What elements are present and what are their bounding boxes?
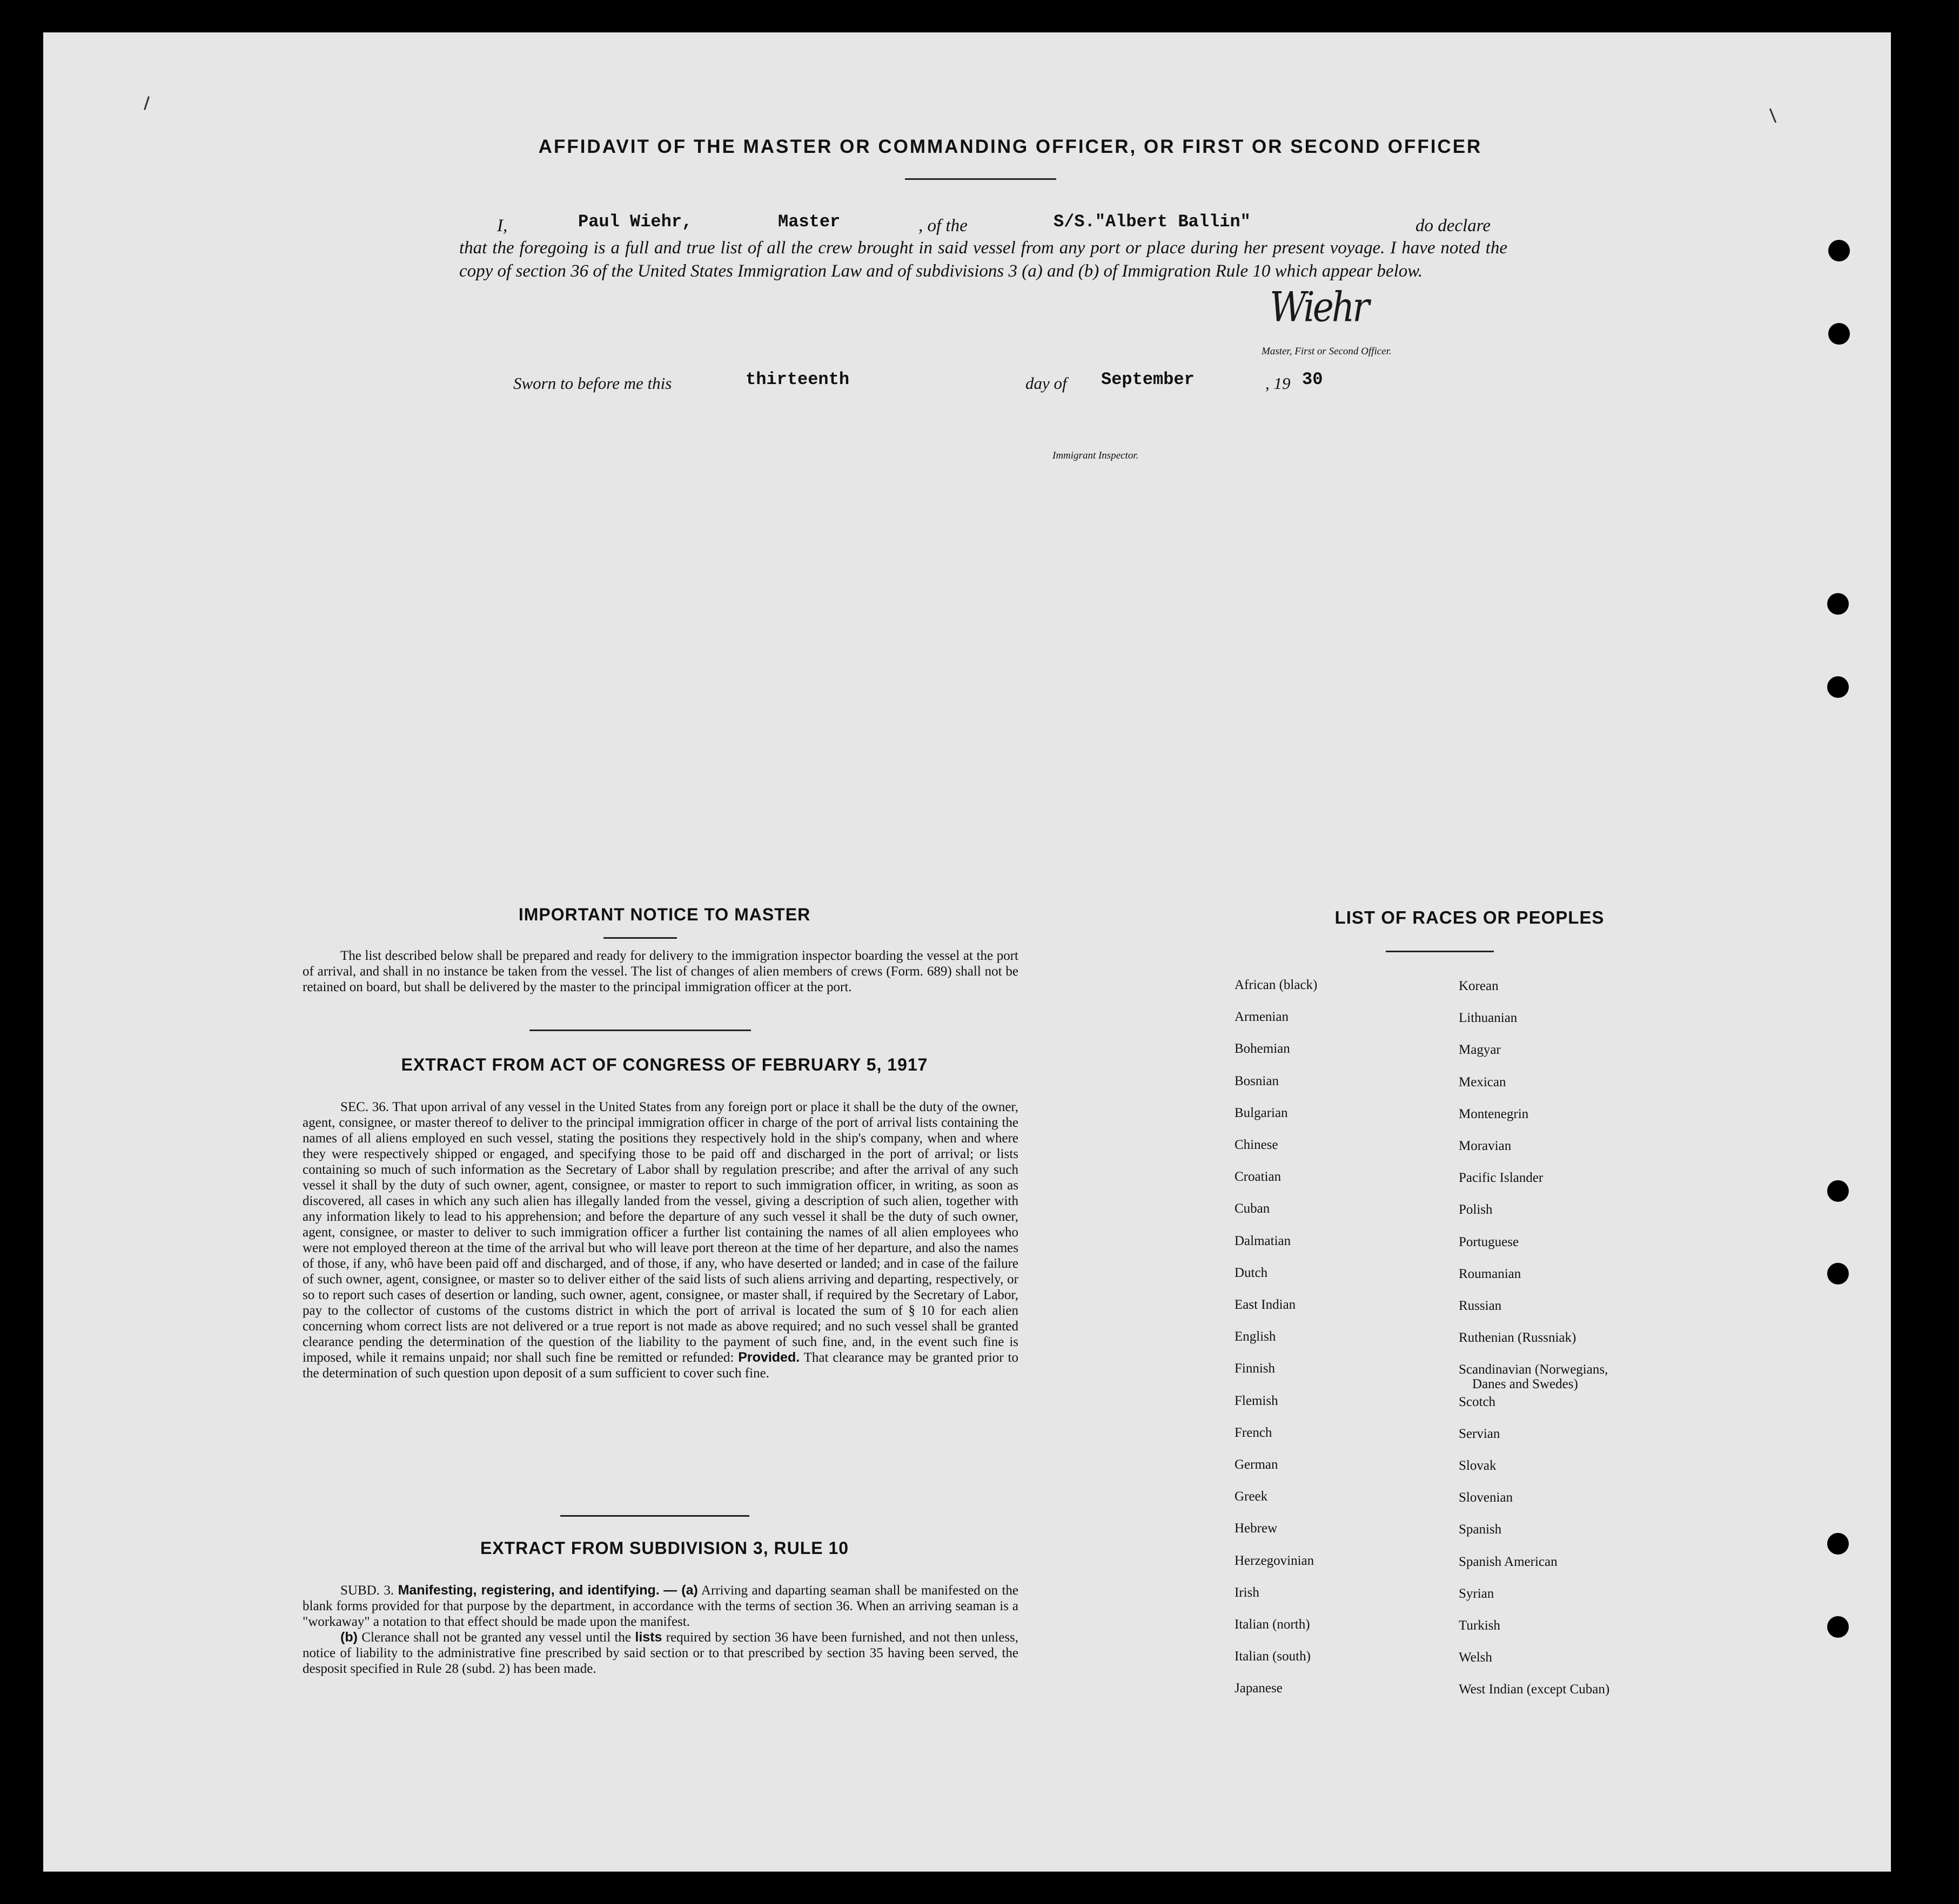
race-item: Polish [1459, 1202, 1493, 1217]
binder-hole [1827, 593, 1849, 615]
day-of-label: day of [1025, 374, 1067, 393]
race-item: Dutch [1235, 1265, 1268, 1280]
race-item: Cuban [1235, 1201, 1270, 1216]
binder-hole [1827, 1533, 1849, 1555]
race-item: Scotch [1459, 1394, 1496, 1409]
notice-paragraph: The list described below shall be prepared and ready for delivery to the immigration inspector boarding the vessel at the port of arrival, and shall in no instance be taken from the vessel. The list of changes of alien members of crews (Form. 689) shall not be retained on board, but shall be delivered by the master to the principal immigration officer at the port. [303, 948, 1018, 994]
race-item: Syrian [1459, 1586, 1494, 1601]
binder-hole [1827, 1263, 1849, 1284]
race-item: Italian (south) [1235, 1649, 1311, 1664]
race-item: Finnish [1235, 1361, 1276, 1376]
binder-hole [1827, 1180, 1849, 1202]
subd-label: SUBD. 3. [340, 1583, 394, 1598]
master-name-field: Paul Wiehr, [578, 212, 693, 232]
subd-b-text-2: required by section 36 have been furnished, and not then unless, notice of liability to the administrative fine prescribed by said section or to that prescribed by section 35 having been served, the desposit specified in Rule 28 (subd. 2) has been made. [303, 1630, 1019, 1676]
race-item: Italian (north) [1235, 1617, 1310, 1632]
act-divider [560, 1515, 749, 1517]
act-provided: Provided. [738, 1350, 800, 1365]
race-item: Portuguese [1459, 1234, 1519, 1249]
affidavit-title-rule [905, 178, 1056, 180]
race-item: Spanish American [1459, 1554, 1558, 1569]
subd-b-text-1: Clerance shall not be granted any vessel until the [361, 1630, 632, 1645]
affidavit-title: AFFIDAVIT OF THE MASTER OR COMMANDING OFFICER, OR FIRST OR SECOND OFFICER [538, 136, 1482, 157]
year-prefix: , 19 [1265, 374, 1291, 393]
race-item: Dalmatian [1235, 1233, 1291, 1248]
race-item: Korean [1459, 979, 1499, 993]
notice-text [303, 948, 1018, 995]
subd-b-lists: lists [635, 1630, 662, 1645]
master-signature: Wiehr [1270, 283, 1367, 331]
race-item: Montenegrin [1459, 1106, 1529, 1121]
binder-hole [1828, 323, 1850, 345]
race-item: Bohemian [1235, 1041, 1290, 1057]
race-item: Welsh [1459, 1650, 1492, 1665]
sworn-label: Sworn to before me this [513, 374, 672, 393]
binder-hole [1827, 1616, 1849, 1638]
race-item: Hebrew [1235, 1521, 1278, 1536]
notice-title-rule [603, 937, 677, 939]
race-item: Bosnian [1235, 1073, 1279, 1088]
race-item: Roumanian [1459, 1266, 1521, 1281]
race-item: Pacific Islander [1459, 1170, 1544, 1186]
race-item: Spanish [1459, 1522, 1502, 1537]
act-paragraph-end: That clearance may be granted prior to the determination of such question upon deposit of a sum sufficient to cover such fine. [303, 1350, 1018, 1381]
race-item: Servian [1459, 1426, 1500, 1441]
race-item: Mexican [1459, 1074, 1506, 1089]
race-item: African (black) [1235, 978, 1318, 992]
signature-caption: Master, First or Second Officer. [1262, 346, 1392, 357]
of-the-label: , of the [918, 216, 968, 236]
i-label: I, [497, 216, 508, 236]
vessel-name-field: S/S."Albert Ballin" [1054, 212, 1251, 232]
subd-a-label: — (a) [663, 1583, 698, 1598]
race-item: Croatian [1235, 1169, 1282, 1185]
race-item: Armenian [1235, 1010, 1289, 1025]
races-title-rule [1386, 951, 1494, 952]
race-item: Flemish [1235, 1393, 1278, 1408]
race-item: Russian [1459, 1299, 1502, 1313]
subd-heading: Manifesting, registering, and identifying. [398, 1583, 660, 1598]
subd-a-text: Arriving and daparting seaman shall be manifested on the blank forms provided for that purpose by the department, in accordance with the terms of section 36. When an arriving seaman is a "workaway" a notation to that effect should be made upon the manifest. [303, 1583, 1018, 1629]
race-item: Greek [1235, 1489, 1268, 1504]
act-title: EXTRACT FROM ACT OF CONGRESS OF FEBRUARY 5, 1917 [401, 1055, 928, 1074]
binder-hole [1827, 676, 1849, 698]
race-item: Scandinavian (Norwegians, Danes and Swedes) [1459, 1362, 1608, 1392]
race-item: Slovenian [1459, 1490, 1513, 1505]
races-title: LIST OF RACES OR PEOPLES [1334, 907, 1605, 927]
form-sheet [43, 32, 1891, 1872]
race-item: Turkish [1459, 1618, 1500, 1633]
race-item: French [1235, 1425, 1272, 1440]
rule-title: EXTRACT FROM SUBDIVISION 3, RULE 10 [480, 1538, 849, 1558]
race-item: Slovak [1459, 1458, 1497, 1473]
race-item: West Indian (except Cuban) [1459, 1682, 1610, 1697]
act-text [303, 1099, 1018, 1381]
race-item: Herzegovinian [1235, 1553, 1314, 1568]
declaration-text: that the foregoing is a full and true list of all the crew brought in said vessel from any port or place during her present voyage. I have noted the copy of section 36 of the United States Immigration Law and of subdivisions 3 (a) and (b) of Immigration Rule 10 which appear below. [459, 238, 1507, 281]
notice-title: IMPORTANT NOTICE TO MASTER [518, 905, 811, 924]
notice-divider [529, 1030, 751, 1031]
subd-b-label: (b) [340, 1630, 358, 1645]
race-item: East Indian [1235, 1297, 1296, 1312]
race-item: Moravian [1459, 1139, 1512, 1153]
sworn-day-field: thirteenth [746, 369, 850, 389]
pencil-mark-right [1769, 108, 1776, 123]
master-rank-field: Master [778, 212, 841, 232]
do-declare-label: do declare [1415, 216, 1491, 236]
race-item: Lithuanian [1459, 1011, 1518, 1026]
year-field: 30 [1302, 369, 1323, 389]
inspector-caption: Immigrant Inspector. [1052, 450, 1139, 461]
race-item: Japanese [1235, 1681, 1283, 1696]
sworn-month-field: September [1101, 369, 1195, 389]
rule-text [303, 1583, 1018, 1677]
race-item: Irish [1235, 1585, 1259, 1600]
race-item: Ruthenian (Russniak) [1459, 1330, 1576, 1345]
race-item: German [1235, 1457, 1278, 1472]
binder-hole [1828, 240, 1850, 261]
race-item: Chinese [1235, 1138, 1278, 1152]
act-paragraph: SEC. 36. That upon arrival of any vessel in the United States from any foreign port or place it shall be the duty of the owner, agent, consignee, or master thereof to deliver to the principal immigration officer in charge of the port of arrival lists containing the names of all aliens employed en such vessel, stating the positions they respectively hold in the ship's company, when and where they were respectively shipped or engaged, and specifying those to be paid off and discharged in the port of arrival; or lists containing so much of such information as the Secretary of Labor shall by regulation prescribe; and after the arrival of any such vessel it shall by the duty of such owner, agent, consignee, or master to report to such immigration officer, in writing, as soon as discovered, all cases in which any such alien has illegally landed from the vessel, giving a description of such alien, together with any information likely to lead to his apprehension; and before the departure of any such vessel it shall be the duty of such owner, agent, consignee, or master to deliver to such immigration officer a further list containing the names of all alien employees who were not employed thereon at the time of the arrival but who will leave port thereon at the time of her departure, and also the names of those, if any, whô have been paid off and discharged, and of those, if any, who have deserted or landed; and in case of the failure of such owner, agent, consignee, or master so to deliver either of the said lists of such aliens arriving and departing, respectively, or so to report such cases of desertion or landing, such owner, agent, consignee, or master shall, if required by the Secretary of Labor, pay to the collector of customs of the customs district in which the port of arrival is located the sum of § 10 for each alien concerning whom correct lists are not delivered or a true report is not made as above required; and no such vessel shall be granted clearance pending the determination of the question of the liability to the payment of such fine, and, in the event such fine is imposed, while it remains unpaid; nor shall such fine be remitted or refunded: [303, 1100, 1018, 1365]
race-item: Bulgarian [1235, 1105, 1288, 1120]
pencil-mark-left [144, 96, 150, 110]
race-item: English [1235, 1329, 1276, 1344]
race-item: Magyar [1459, 1042, 1501, 1058]
